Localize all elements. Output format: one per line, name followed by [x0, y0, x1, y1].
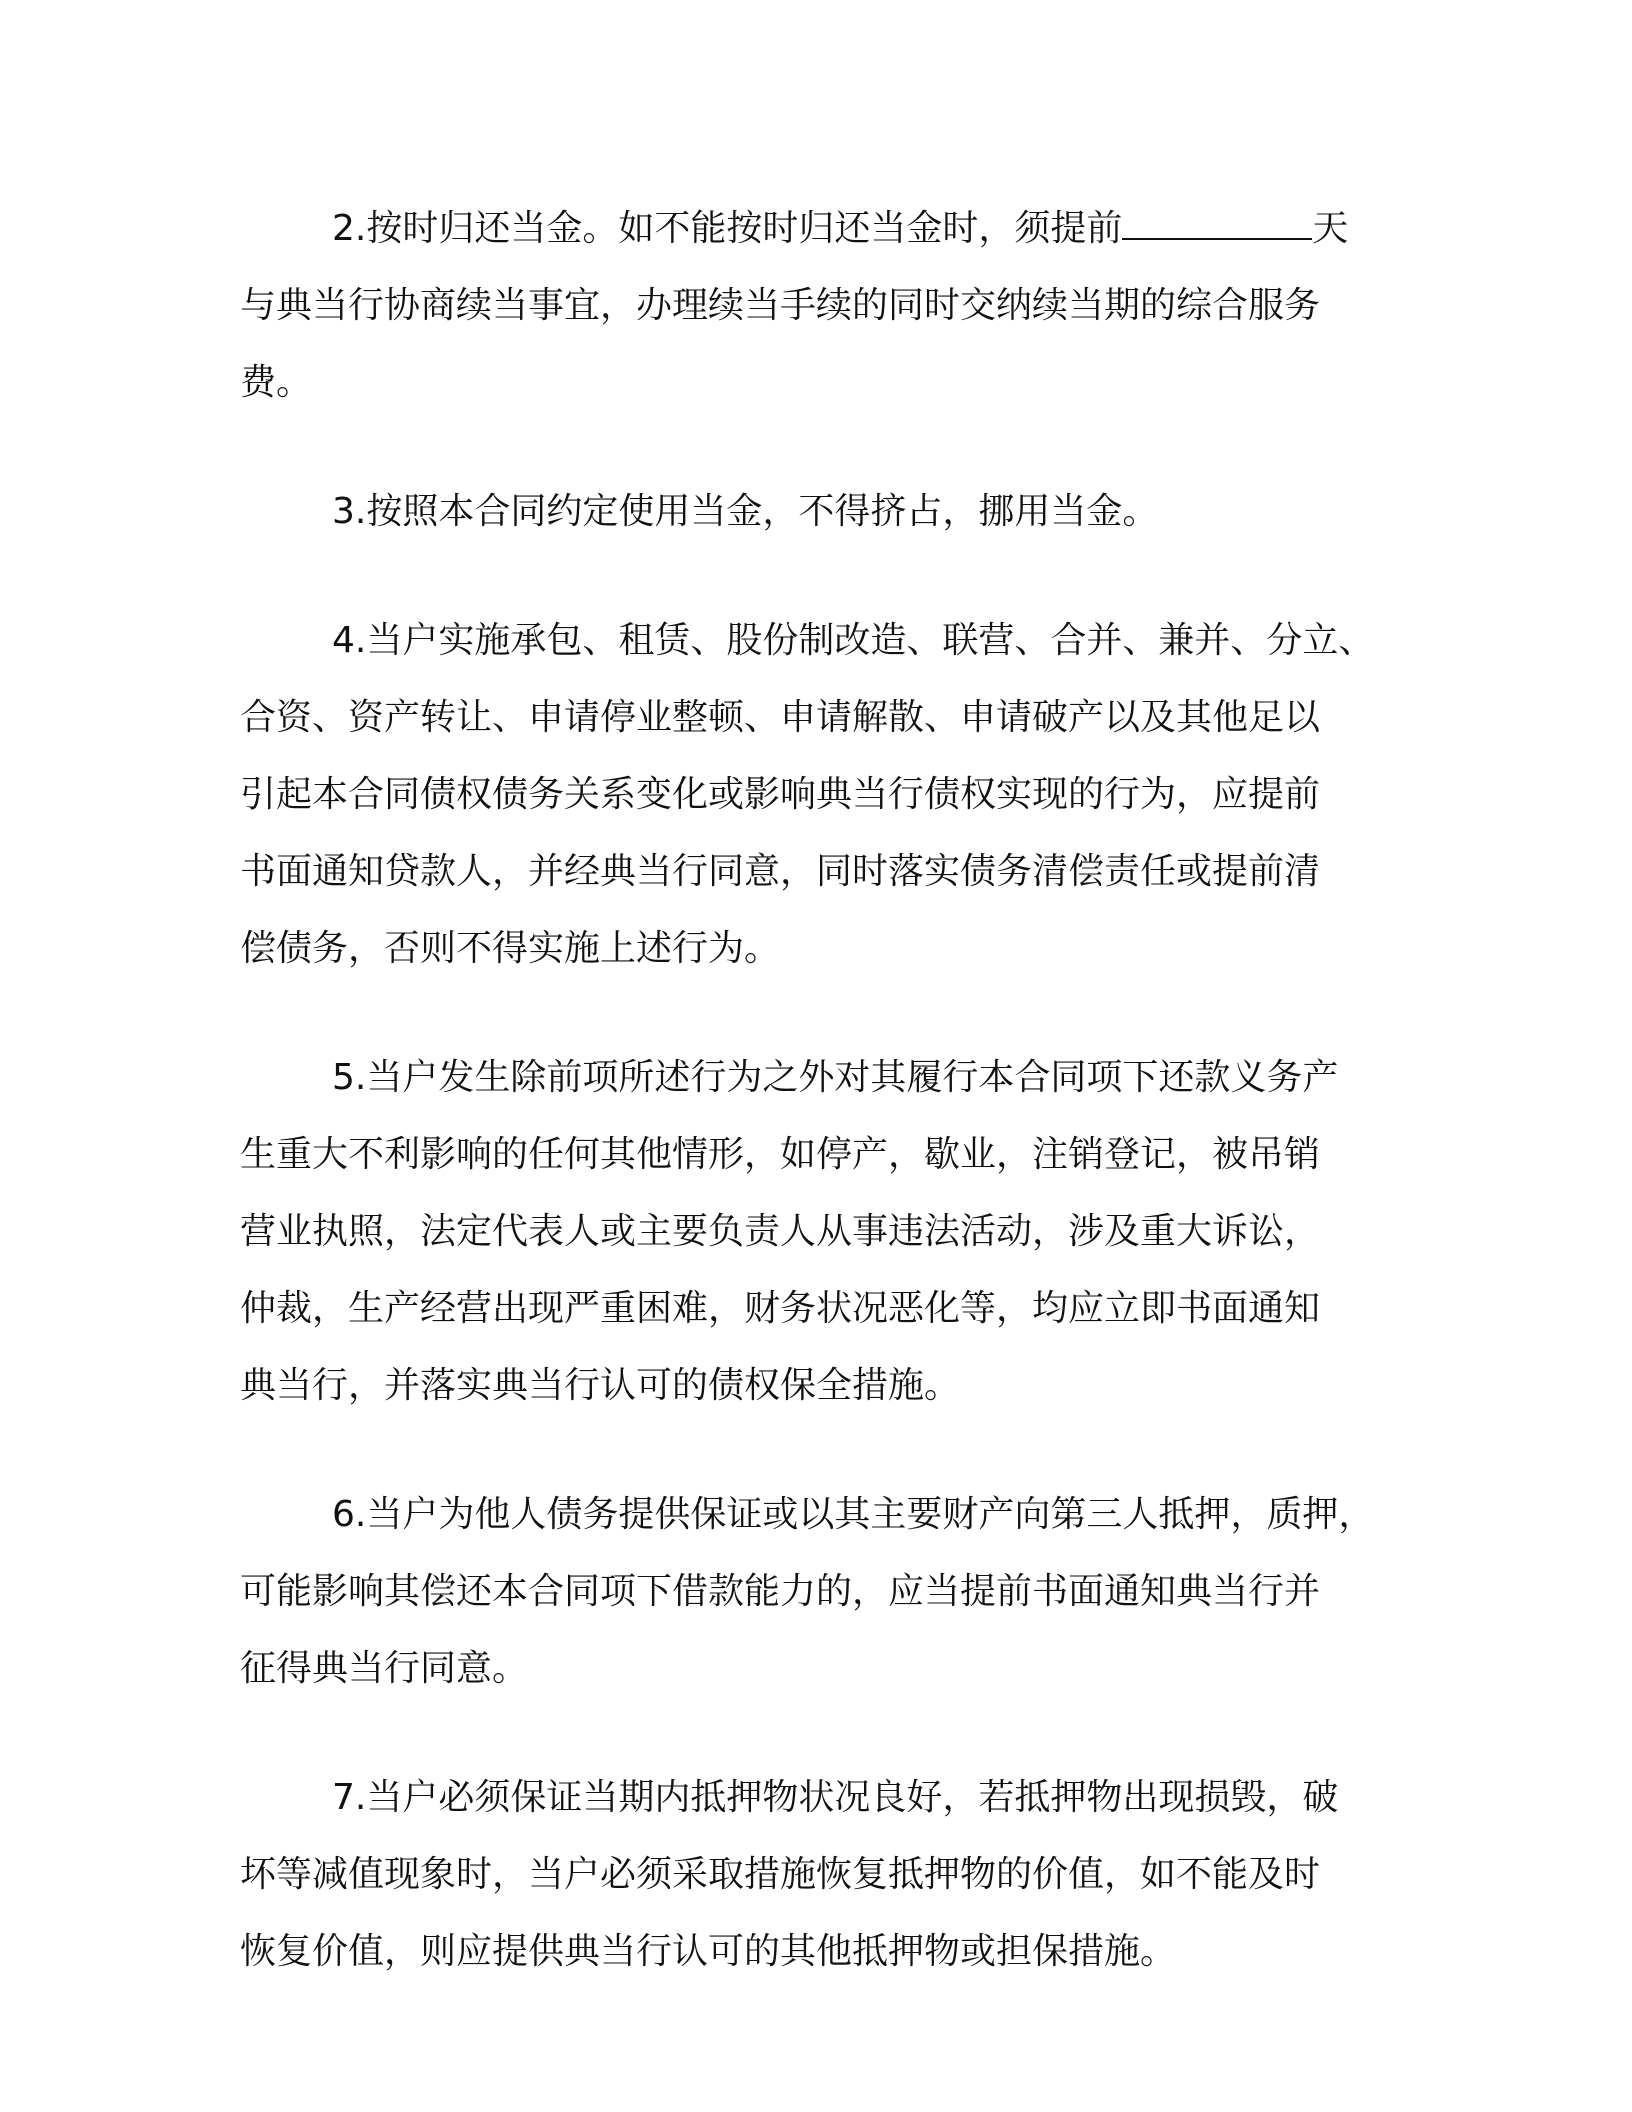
- clause-line: 仲裁，生产经营出现严重困难，财务状况恶化等，均应立即书面通知: [240, 1288, 1321, 1329]
- clause-line: 费。: [240, 362, 313, 403]
- clause-line: 7.当户必须保证当期内抵押物状况良好，若抵押物出现损毁，破: [332, 1777, 1339, 1818]
- clause-3: [240, 473, 1400, 550]
- clause-line: 5.当户发生除前项所述行为之外对其履行本合同项下还款义务产: [332, 1057, 1339, 1098]
- fill-in-blank[interactable]: [1122, 208, 1312, 240]
- clause-line: 引起本合同债权债务关系变化或影响典当行债权实现的行为，应提前: [240, 774, 1321, 815]
- clause-line: 典当行，并落实典当行认可的债权保全措施。: [240, 1365, 961, 1406]
- clause-line: 3.按照本合同约定使用当金，不得挤占，挪用当金。: [332, 491, 1159, 532]
- clause-line: 可能影响其偿还本合同项下借款能力的，应当提前书面通知典当行并: [240, 1571, 1321, 1612]
- clause-5: [240, 1039, 1400, 1424]
- clause-line: 营业执照，法定代表人或主要负责人从事违法活动，涉及重大诉讼，: [240, 1211, 1321, 1252]
- clause-line: 4.当户实施承包、租赁、股份制改造、联营、合并、兼并、分立、: [332, 620, 1375, 661]
- clause-line: 偿债务，否则不得实施上述行为。: [240, 928, 781, 969]
- clause-7: [240, 1759, 1400, 1990]
- clause-line: 坏等减值现象时，当户必须采取措施恢复抵押物的价值，如不能及时: [240, 1854, 1321, 1895]
- clause-line: 征得典当行同意。: [240, 1648, 529, 1689]
- clause-line: 书面通知贷款人，并经典当行同意，同时落实债务清偿责任或提前清: [240, 851, 1321, 892]
- clause-line: 恢复价值，则应提供典当行认可的其他抵押物或担保措施。: [240, 1931, 1177, 1972]
- clause-6: [240, 1476, 1400, 1707]
- clause-4: [240, 602, 1400, 987]
- clause-line: 生重大不利影响的任何其他情形，如停产，歇业，注销登记，被吊销: [240, 1134, 1321, 1175]
- clause-line: 与典当行协商续当事宜，办理续当手续的同时交纳续当期的综合服务: [240, 285, 1321, 326]
- contract-clauses: [240, 190, 1400, 2042]
- clause-line: 合资、资产转让、申请停业整顿、申请解散、申请破产以及其他足以: [240, 697, 1321, 738]
- clause-line: 2.按时归还当金。如不能按时归还当金时，须提前 天: [332, 208, 1349, 249]
- clause-2: [240, 190, 1400, 421]
- clause-line: 6.当户为他人债务提供保证或以其主要财产向第三人抵押，质押，: [332, 1494, 1375, 1535]
